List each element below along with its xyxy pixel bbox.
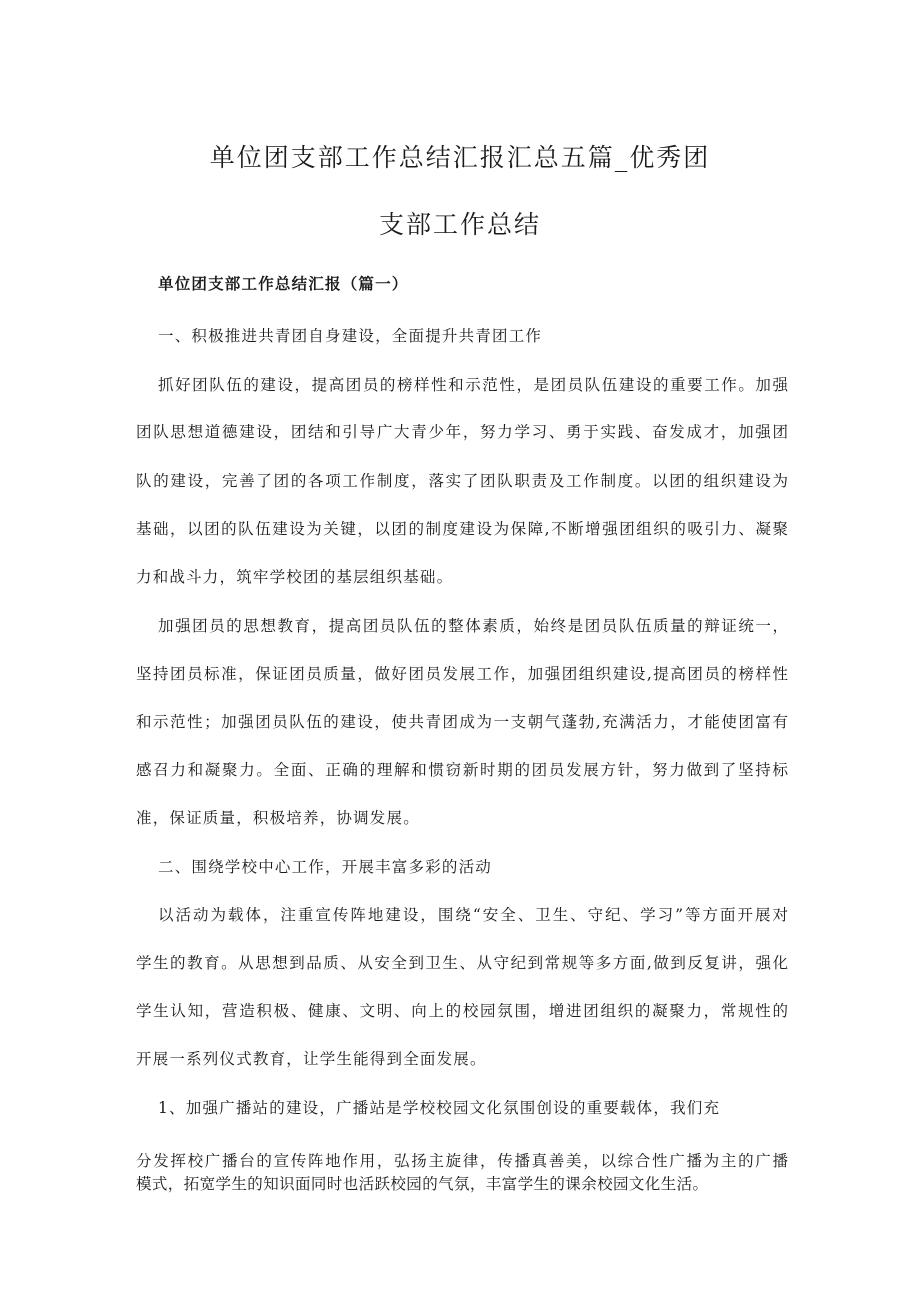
- part1-heading: 一、积极推进共青团自身建设，全面提升共青团工作: [158, 327, 543, 345]
- para3-line: 学生认知，营造积极、健康、文明、向上的校园氛围，增进团组织的凝聚力，常规性的: [136, 1002, 788, 1020]
- para3-line: 学生的教育。从思想到品质、从安全到卫生、从守纪到常规等多方面,做到反复讲，强化: [136, 954, 788, 972]
- item1-line: 分发挥校广播台的宣传阵地作用，弘扬主旋律，传播真善美，以综合性广播为主的广播: [136, 1152, 788, 1170]
- item1-line: 模式，拓宽学生的知识面同时也活跃校园的气氛，丰富学生的课余校园文化生活。: [136, 1175, 709, 1193]
- document-title-line-1: 单位团支部工作总结汇报汇总五篇_优秀团: [209, 143, 711, 172]
- para1-line: 基础，以团的队伍建设为关键，以团的制度建设为保障,不断增强团组织的吸引力、凝聚: [136, 520, 788, 538]
- para3-line: 以活动为载体，注重宣传阵地建设，围绕“安全、卫生、守纪、学习”等方面开展对: [158, 906, 788, 924]
- para1-line: 团队思想道德建设，团结和引导广大青少年，努力学习、勇于实践、奋发成才，加强团: [136, 423, 788, 441]
- para2-line: 坚持团员标准，保证团员质量，做好团员发展工作，加强团组织建设,提高团员的榜样性: [136, 665, 788, 683]
- item1-first-line: 1、加强广播站的建设，广播站是学校校园文化氛围创设的重要载体，我们充: [158, 1099, 721, 1117]
- part2-heading: 二、围绕学校中心工作，开展丰富多彩的活动: [158, 858, 493, 876]
- para1-line: 力和战斗力，筑牢学校团的基层组织基础。: [136, 568, 454, 586]
- para2-line: 感召力和凝聚力。全面、正确的理解和惯窃新时期的团员发展方针，努力做到了坚持标: [136, 761, 788, 779]
- document-title-line-2: 支部工作总结: [378, 210, 541, 239]
- para2-line: 加强团员的思想教育，提高团员队伍的整体素质，始终是团员队伍质量的辩证统一，: [158, 617, 788, 635]
- section-heading: 单位团支部工作总结汇报（篇一）: [158, 274, 409, 293]
- para1-line: 队的建设，完善了团的各项工作制度，落实了团队职责及工作制度。以团的组织建设为: [136, 472, 788, 490]
- para2-line: 准，保证质量，积极培养，协调发展。: [136, 809, 420, 827]
- para3-line: 开展一系列仪式教育，让学生能得到全面发展。: [136, 1050, 487, 1068]
- para1-line: 抓好团队伍的建设，提高团员的榜样性和示范性，是团员队伍建设的重要工作。加强: [158, 376, 788, 394]
- para2-line: 和示范性；加强团员队伍的建设，使共青团成为一支朝气蓬勃,充满活力，才能使团富有: [136, 713, 788, 731]
